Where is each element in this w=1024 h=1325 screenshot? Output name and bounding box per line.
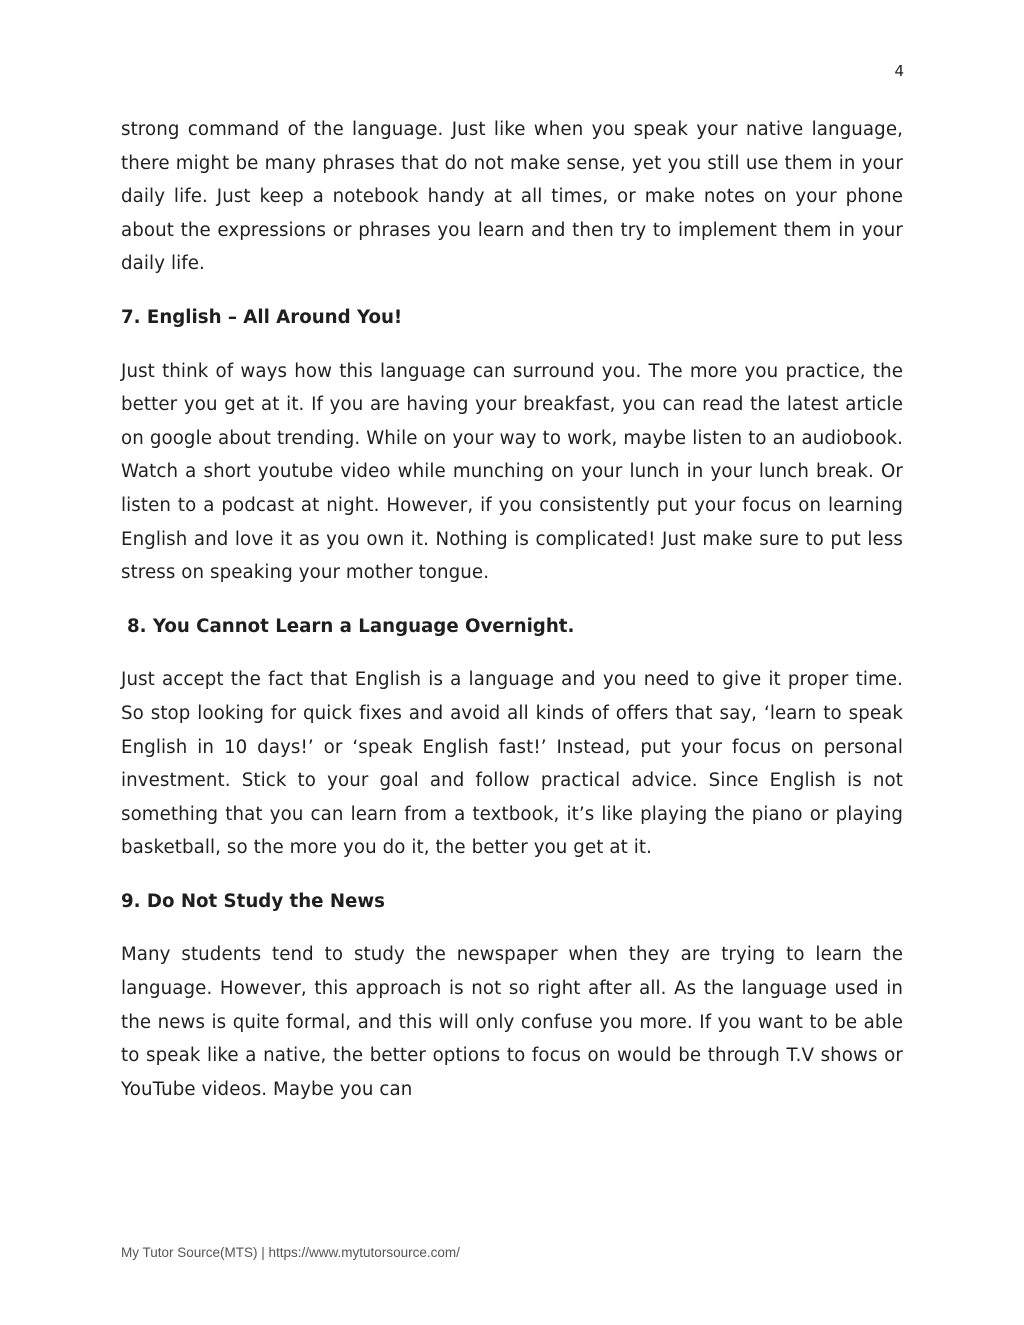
paragraph-intro-continuation: strong command of the language. Just like when you speak your native language, there might be many phrases that do not make sense, yet you still use them in your daily life. Just keep a notebook handy at all times, or make notes on your phone about the expressions or phrases you learn and then try to implement them in your daily life. [121,119,903,275]
section-heading-8: 8. You Cannot Learn a Language Overnight. [127,615,575,637]
page-footer: My Tutor Source(MTS) | https://www.mytutorsource.com/ [121,1245,460,1260]
section-heading-9: 9. Do Not Study the News [121,890,386,912]
paragraph-section-7: Just think of ways how this language can surround you. The more you practice, the better you get at it. If you are having your breakfast, you can read the latest article on google about trending. While on your way to work, maybe listen to an audiobook. Watch a short youtube video while munching on your lunch in your lunch break. Or listen to a podcast at night. However, if you consistently put your focus on learning English and love it as you own it. Nothing is complicated! Just make sure to put less stress on speaking your mother tongue. [121,360,903,584]
paragraph-section-8: Just accept the fact that English is a language and you need to give it proper time. So stop looking for quick fixes and avoid all kinds of offers that say, ‘learn to speak English in 10 days!’ or ‘speak English fast!’ Instead, put your focus on personal investment. Stick to your goal and follow practical advice. Since English is not something that you can learn from a textbook, it’s like playing the piano or playing basketball, so the more you do it, the better you get at it. [121,669,903,859]
document-body [121,113,903,1106]
paragraph-section-9: Many students tend to study the newspaper when they are trying to learn the language. However, this approach is not so right after all. As the language used in the news is quite formal, and this will only confuse you more. If you want to be able to speak like a native, the better options to focus on would be through T.V shows or YouTube videos. Maybe you can [121,944,903,1100]
section-heading-7: 7. English – All Around You! [121,306,403,328]
page-number: 4 [894,62,904,80]
